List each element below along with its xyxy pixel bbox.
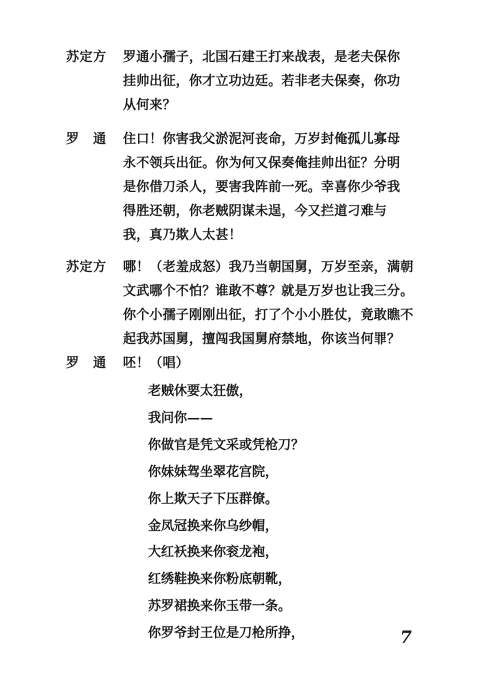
verse-line: 你罗爷封王位是刀枪所挣， — [148, 626, 305, 642]
page-number: 7 — [400, 628, 412, 648]
dialogue-line: 起我苏国舅，擅闯我国舅府禁地，你该当何罪？ — [123, 332, 401, 347]
verse-line: 红绣鞋换来你粉底朝靴， — [148, 572, 292, 588]
verse-line: 你妹妹驾坐翠花宫院， — [148, 464, 279, 480]
verse-line: 大红袄换来你衮龙袍， — [148, 545, 279, 561]
dialogue-text — [123, 256, 435, 352]
verse-line: 金凤冠换来你乌纱帽， — [148, 518, 279, 534]
verse-line: 你做官是凭文采或凭枪刀？ — [148, 437, 305, 453]
dialogue-line: 是你借刀杀人，要害我阵前一死。幸喜你少爷我 — [123, 180, 401, 195]
dialogue-line: 住口！你害我父淤泥河丧命，万岁封俺孤儿寡母 — [123, 132, 401, 147]
speaker-name: 罗 通 — [66, 132, 107, 147]
verse-line: 老贼休要太狂傲， — [148, 384, 253, 399]
verse-line: 你上欺天子下压群僚。 — [148, 491, 279, 507]
dialogue-text — [123, 46, 435, 118]
dialogue-line: 永不领兵出征。你为何又保奏俺挂帅出征？分明 — [123, 156, 401, 171]
verse-line: 我问你—— — [148, 410, 214, 426]
speaker-name: 苏定方 — [66, 50, 107, 65]
dialogue-line: 从何来？ — [123, 98, 176, 113]
dialogue-line: 得胜还朝，你老贼阴谋未逞，今又拦道刁难与 — [123, 204, 388, 219]
verse-line: 苏罗裙换来你玉带一条。 — [148, 599, 292, 615]
dialogue-line: 你个小孺子刚刚出征，打了个小小胜仗，竟敢瞧不 — [123, 308, 414, 323]
sung-verse — [148, 379, 438, 648]
dialogue-text — [123, 352, 435, 376]
dialogue-line: 呸！（唱） — [123, 356, 190, 371]
dialogue-text — [123, 128, 435, 248]
speaker-name: 罗 通 — [66, 356, 107, 371]
dialogue-line: 罗通小孺子，北国石建王打来战表，是老夫保你 — [123, 50, 401, 65]
speaker-name: 苏定方 — [66, 260, 107, 275]
dialogue-line: 挂帅出征，你才立功边廷。若非老夫保奏，你功 — [123, 74, 401, 89]
dialogue-line: 我，真乃欺人太甚！ — [123, 228, 242, 243]
dialogue-line: 哪！（老羞成怒）我乃当朝国舅，万岁至亲，满朝 — [123, 260, 414, 275]
dialogue-line: 文武哪个不怕？谁敢不尊？就是万岁也让我三分。 — [123, 284, 414, 299]
